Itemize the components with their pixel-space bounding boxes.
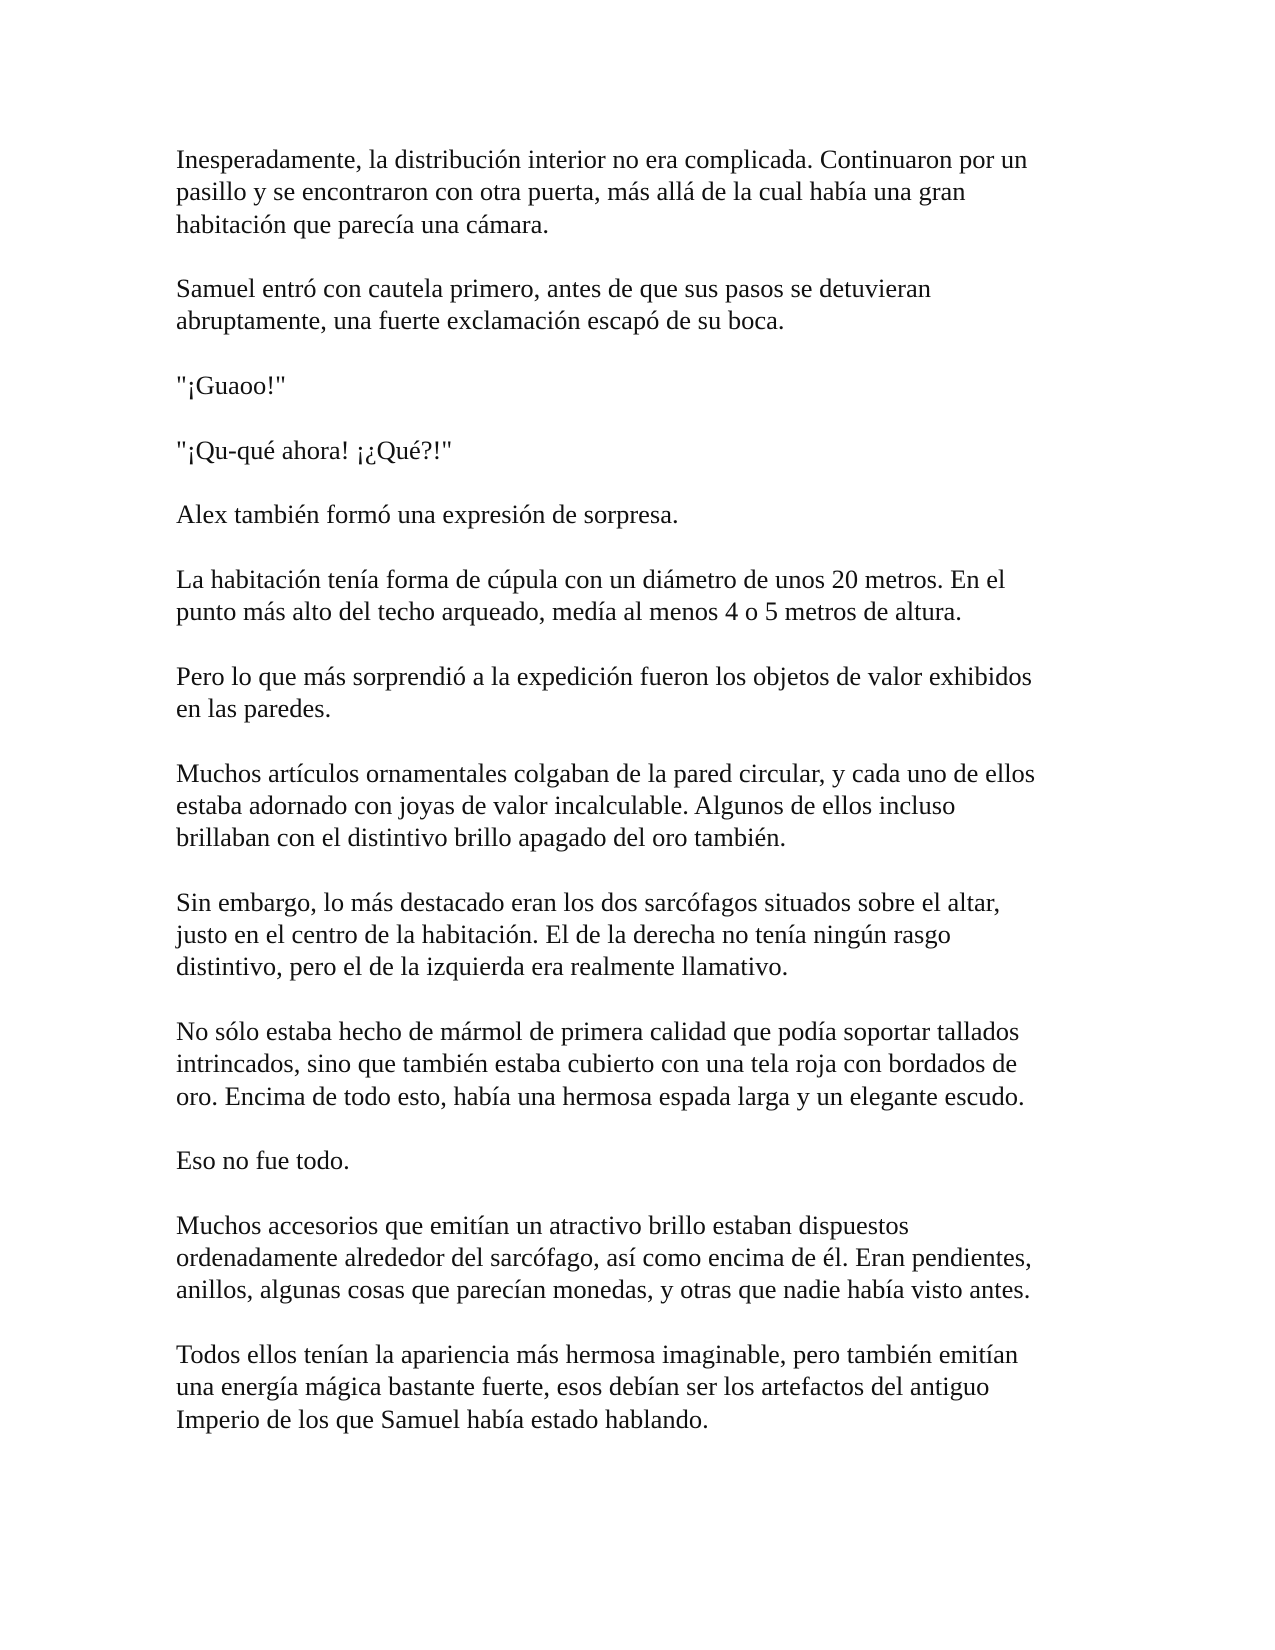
text-line: No sólo estaba hecho de mármol de primera calidad que podía soportar tallados — [176, 1016, 1020, 1047]
text-line: Muchos artículos ornamentales colgaban de la pared circular, y cada uno de ellos — [176, 757, 1036, 788]
paragraph — [176, 434, 1096, 466]
text-line: Samuel entró con cautela primero, antes de que sus pasos se detuvieran — [176, 273, 932, 304]
text-line: brillaban con el distintivo brillo apagado del oro también. — [176, 822, 787, 853]
paragraph — [176, 886, 1096, 983]
document-body — [176, 143, 1096, 1467]
paragraph — [176, 143, 1096, 240]
text-line: distintivo, pero el de la izquierda era realmente llamativo. — [176, 951, 789, 982]
text-line: intrincados, sino que también estaba cubierto con una tela roja con bordados de — [176, 1048, 1018, 1079]
paragraph — [176, 1144, 1096, 1176]
text-line: pasillo y se encontraron con otra puerta, más allá de la cual había una gran — [176, 176, 966, 207]
text-line: en las paredes. — [176, 693, 332, 724]
text-line: ordenadamente alrededor del sarcófago, así como encima de él. Eran pendientes, — [176, 1242, 1032, 1273]
text-line: Pero lo que más sorprendió a la expedición fueron los objetos de valor exhibidos — [176, 660, 1032, 691]
paragraph — [176, 660, 1096, 725]
text-line: habitación que parecía una cámara. — [176, 208, 549, 239]
text-line: Sin embargo, lo más destacado eran los dos sarcófagos situados sobre el altar, — [176, 886, 1001, 917]
paragraph — [176, 272, 1096, 337]
text-line: justo en el centro de la habitación. El de la derecha no tenía ningún rasgo — [176, 919, 951, 950]
paragraph — [176, 563, 1096, 628]
paragraph — [176, 1338, 1096, 1435]
text-line: oro. Encima de todo esto, había una hermosa espada larga y un elegante escudo. — [176, 1080, 1025, 1111]
text-line: Alex también formó una expresión de sorpresa. — [176, 499, 679, 530]
text-line: punto más alto del techo arqueado, medía al menos 4 o 5 metros de altura. — [176, 596, 962, 627]
text-line: La habitación tenía forma de cúpula con un diámetro de unos 20 metros. En el — [176, 563, 1006, 594]
text-line: Muchos accesorios que emitían un atractivo brillo estaban dispuestos — [176, 1209, 909, 1240]
text-line: Inesperadamente, la distribución interior no era complicada. Continuaron por un — [176, 144, 1028, 174]
paragraph — [176, 498, 1096, 530]
text-line: Todos ellos tenían la apariencia más hermosa imaginable, pero también emitían — [176, 1338, 1019, 1369]
paragraph — [176, 1015, 1096, 1112]
text-line: estaba adornado con joyas de valor incalculable. Algunos de ellos incluso — [176, 789, 956, 820]
text-line: "¡Guaoo!" — [176, 370, 286, 401]
paragraph — [176, 757, 1096, 854]
text-line: anillos, algunas cosas que parecían monedas, y otras que nadie había visto antes. — [176, 1274, 1031, 1305]
text-line: "¡Qu-qué ahora! ¡¿Qué?!" — [176, 434, 453, 465]
text-line: abruptamente, una fuerte exclamación escapó de su boca. — [176, 305, 785, 336]
paragraph — [176, 369, 1096, 401]
paragraph — [176, 1209, 1096, 1306]
text-line: Eso no fue todo. — [176, 1145, 350, 1176]
text-line: Imperio de los que Samuel había estado hablando. — [176, 1403, 709, 1434]
text-line: una energía mágica bastante fuerte, esos debían ser los artefactos del antiguo — [176, 1371, 990, 1402]
